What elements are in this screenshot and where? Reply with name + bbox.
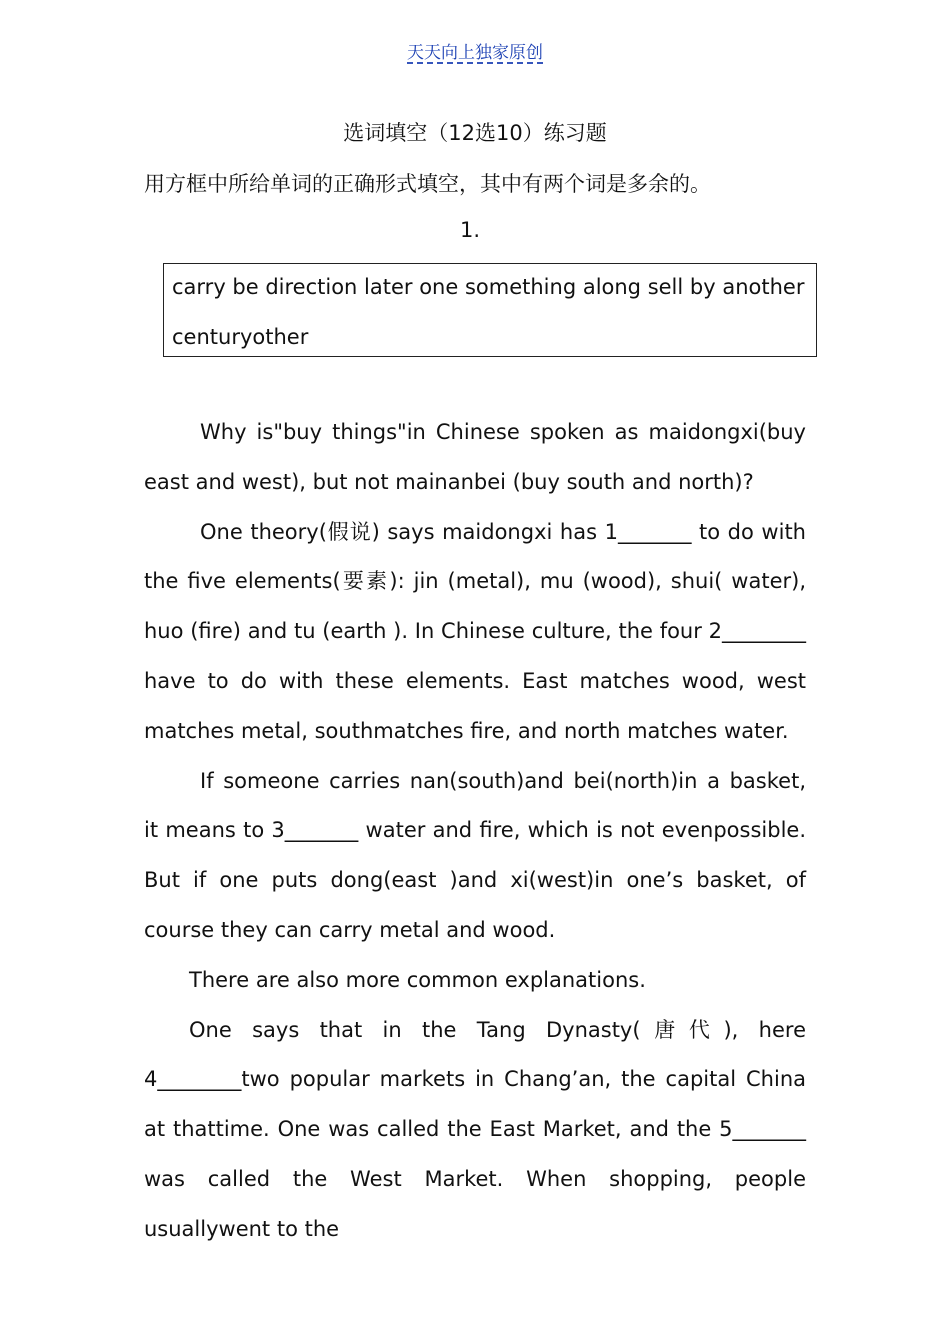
reading-passage [144, 408, 806, 1255]
word-bank-line-1: carry be direction later one something along sell by another [172, 275, 805, 299]
header-text[interactable]: 天天向上独家原创 [407, 43, 543, 63]
worksheet-title: 选词填空（12选10）练习题 [343, 121, 607, 145]
passage-paragraph-2: One theory(假说) says maidongxi has 1_______ to do with the five elements(要素): jin (metal), mu (wood), shui( water), huo (fire) and tu (earth ). In Chinese culture, the four 2________ have to do with these elements. East matches wood, west matches metal, southmatches fire, and north matches water. [144, 519, 806, 743]
passage-paragraph-5: One says that in the Tang Dynasty(唐代), here 4________two popular markets in Chang’an, the capital China at thattime. One was called the East Market, and the 5_______ was called the West Market. When shopping, people usuallywent to the [144, 1017, 806, 1241]
passage-paragraph-3: If someone carries nan(south)and bei(north)in a basket, it means to 3_______ water and fire, which is not evenpossible. But if one puts dong(east )and xi(west)in one’s basket, of course they can carry metal and wood. [144, 768, 806, 942]
passage-paragraph-1: Why is"buy things"in Chinese spoken as maidongxi(buy east and west), but not mainanbei (buy south and north)? [144, 420, 806, 494]
question-number: 1. [459, 218, 481, 242]
page-header [0, 38, 950, 63]
passage-paragraph-4: There are also more common explanations. [189, 967, 646, 992]
instruction-text: 用方框中所给单词的正确形式填空，其中有两个词是多余的。 [144, 172, 711, 196]
word-bank-box [163, 263, 817, 357]
word-bank-line-2: centuryother [172, 325, 309, 349]
